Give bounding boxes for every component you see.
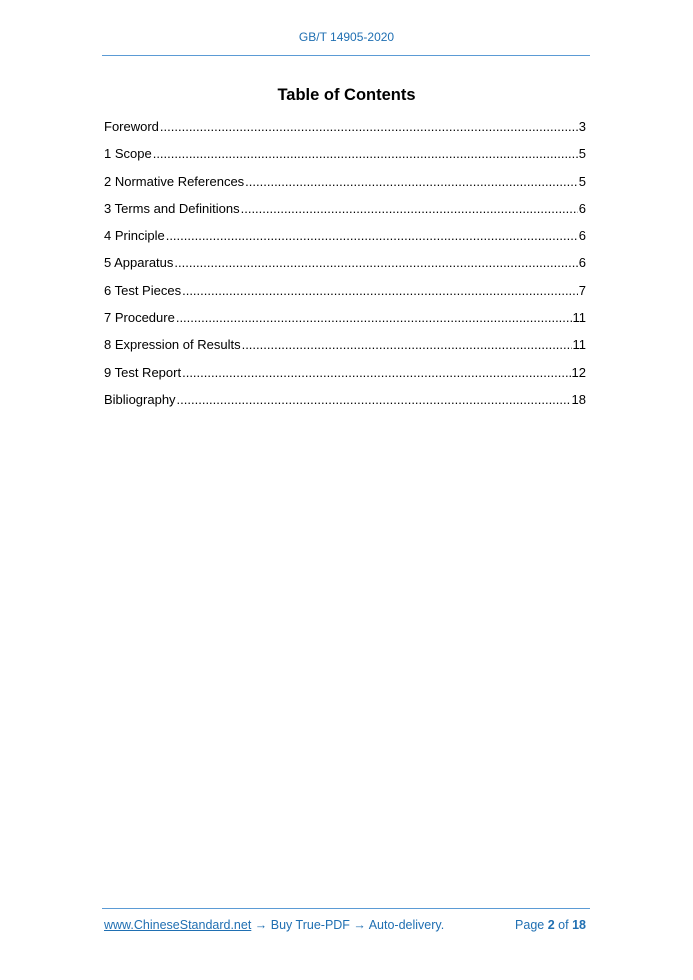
toc-leader-dots <box>153 144 578 164</box>
toc-entry-page: 18 <box>571 391 586 407</box>
toc-leader-dots <box>166 226 578 246</box>
header-divider <box>102 55 590 56</box>
toc-entry-page: 3 <box>578 119 586 134</box>
toc-entry-label: 8 Expression of Results <box>104 337 241 353</box>
toc-leader-dots <box>245 172 578 192</box>
toc-entry-label: 5 Apparatus <box>104 255 174 271</box>
toc-entry-foreword[interactable] <box>104 117 586 144</box>
toc-entry-procedure[interactable] <box>104 308 586 335</box>
toc-entry-label: Bibliography <box>104 391 176 407</box>
toc-entry-label: 6 Test Pieces <box>104 282 182 298</box>
toc-entry-label: 3 Terms and Definitions <box>104 200 240 216</box>
toc-title: Table of Contents <box>277 86 416 104</box>
toc-entry-page: 6 <box>578 228 586 244</box>
document-id-header: GB/T 14905-2020 <box>298 30 395 44</box>
toc-entry-principle[interactable] <box>104 226 586 253</box>
toc-entry-page: 6 <box>578 200 586 216</box>
toc-entry-page: 5 <box>578 146 586 162</box>
toc-leader-dots <box>176 308 572 328</box>
toc-entry-label: Foreword <box>104 119 159 134</box>
toc-entry-page: 12 <box>571 364 586 380</box>
toc-entry-page: 11 <box>572 337 586 353</box>
toc-entry-label: 4 Principle <box>104 228 165 244</box>
website-link[interactable]: www.ChineseStandard.net <box>104 918 252 932</box>
toc-entry-expression-of-results[interactable] <box>104 335 586 362</box>
page-indicator <box>515 918 586 932</box>
toc-entry-test-report[interactable] <box>104 363 586 390</box>
promo-text: → Buy True-PDF → Auto-delivery. <box>251 918 445 932</box>
toc-entry-page: 5 <box>578 173 586 189</box>
table-of-contents <box>104 117 586 417</box>
toc-entry-test-pieces[interactable] <box>104 281 586 308</box>
toc-leader-dots <box>160 117 578 137</box>
toc-entry-page: 7 <box>578 282 586 298</box>
toc-leader-dots <box>177 390 571 410</box>
toc-leader-dots <box>182 281 578 301</box>
toc-entry-label: 2 Normative References <box>104 173 245 189</box>
footer-divider <box>102 908 590 909</box>
toc-entry-label: 9 Test Report <box>104 364 182 380</box>
footer-promo <box>104 918 444 932</box>
toc-entry-label: 7 Procedure <box>104 310 175 326</box>
current-page-number: 2 <box>547 918 555 932</box>
toc-entry-scope[interactable] <box>104 144 586 171</box>
toc-leader-dots <box>242 335 572 355</box>
toc-leader-dots <box>182 363 570 383</box>
page-footer <box>104 918 586 932</box>
toc-entry-page: 11 <box>572 310 586 326</box>
toc-entry-label: 1 Scope <box>104 146 152 162</box>
toc-entry-terms-and-definitions[interactable] <box>104 199 586 226</box>
toc-entry-normative-references[interactable] <box>104 172 586 199</box>
page-word: Page <box>515 918 545 932</box>
total-page-count: 18 <box>572 918 586 932</box>
toc-entry-page: 6 <box>578 255 586 271</box>
of-word: of <box>558 918 569 932</box>
toc-leader-dots <box>241 199 578 219</box>
toc-entry-apparatus[interactable] <box>104 253 586 280</box>
toc-leader-dots <box>174 253 577 273</box>
toc-entry-bibliography[interactable] <box>104 390 586 417</box>
